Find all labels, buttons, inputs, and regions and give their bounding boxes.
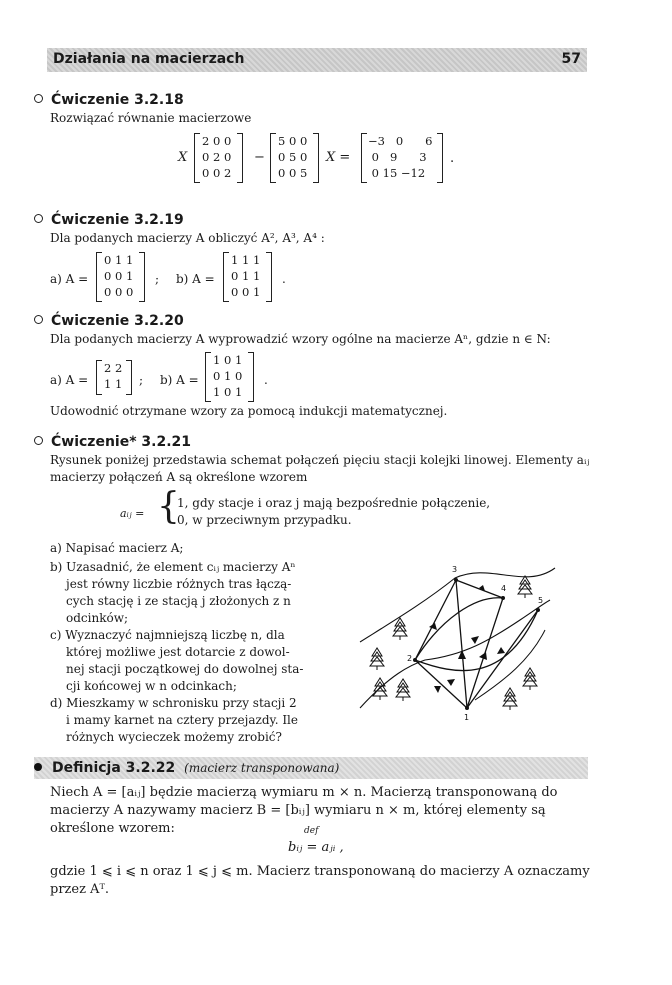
bracket-left xyxy=(96,360,102,395)
exercise-instruction: Dla podanych macierzy A obliczyć A², A³, A⁴ : xyxy=(50,231,325,245)
exercise-instruction: Rozwiązać równanie macierzowe xyxy=(50,111,252,125)
exercise-3-2-19-heading: Ćwiczenie 3.2.19 xyxy=(34,212,184,228)
matrix-row: 0 1 1 xyxy=(104,253,134,267)
tree-icon xyxy=(518,576,532,598)
page-header xyxy=(47,48,587,72)
tree-icon xyxy=(370,648,384,670)
brace: { xyxy=(157,486,180,527)
matrix-row: 1 1 xyxy=(104,377,123,391)
station-dot xyxy=(454,578,458,582)
matrix-row: 0 1 1 xyxy=(231,269,261,283)
arrow-icon xyxy=(434,686,441,693)
tree-icon xyxy=(373,678,387,700)
matrix-row: 0 5 0 xyxy=(278,150,308,164)
matrix-row: 0 0 2 xyxy=(202,166,232,180)
definition-text: gdzie 1 ⩽ i ⩽ n oraz 1 ⩽ j ⩽ m. Macierz transponowaną do macierzy A oznaczamy xyxy=(50,864,590,879)
list-item: d) Mieszkamy w schronisku przy stacji 2 xyxy=(50,696,297,710)
arrow-icon xyxy=(447,679,455,686)
station-dot xyxy=(465,706,469,710)
list-item: jest równy liczbie różnych tras łączą- xyxy=(66,577,292,591)
list-item: c) Wyznaczyć najmniejszą liczbę n, dla xyxy=(50,628,285,642)
textbook-page: Działania na macierzach 57 Ćwiczenie 3.2.18 Rozwiązać równanie macierzowe X 2 0 0 0 2 0 0 0 2 − 5 0 0 0 5 0 0 0 5 X = −3 0 6 0 9 3 0 15 −12 . Ćwiczenie 3.2.19 Dla podanych macierzy A obliczyć A², A³, A⁴ : a) A = 0 1 1 0 0 1 0 0 0 ; b) A = 1 1 1 0 1 1 0 0 1 . Ćwiczenie 3.2.20 Dla podanych macierzy A wyprowadzić wzory ogólne na macierze Aⁿ, gdzie n ∈ N: a) A = 2 2 1 1 ; b) A = 1 0 1 0 1 0 1 0 1 . Udowodnić otrzymane wzory za pomocą indukcji matematycznej. Ćwiczenie* 3.2.21 Rysunek poniżej przedstawia schemat połączeń pięciu stacji kolejki linowej. Elementy aᵢⱼ macierzy połączeń A są określone wzorem aᵢⱼ = { 1, gdy stacje i oraz j mają bezpośrednie połączenie, 0, w przeciwnym przypadku. a) Napisać macierz A; b) Uzasadnić, że element cᵢⱼ macierzy Aⁿ jest równy liczbie różnych tras łączą- cych stację i ze stacją j złożonych z n odcinków; c) Wyznaczyć najmniejszą liczbę n, dla której możliwe jest dotarcie z dowol- nej stacji początkowej do dowolnej sta- cji końcowej w n odcinkach; d) Mieszkamy w schronisku przy stacji 2 i mamy karnet na cztery przejazdy. Ile różnych wycieczek możemy zrobić? 3 4 5 2 1 Definicja 3.2.22 (macierz transponowana) Niech A = [aᵢⱼ] będzie macierzą wymiaru m × n. Macierzą transponowaną do macierzy A nazywamy macierz B = [bᵢⱼ] wymiaru n × m, której elementy są określone wzorem: def bᵢⱼ = aⱼᵢ , gdzie 1 ⩽ i ⩽ n oraz 1 ⩽ j ⩽ m. Macierz transponowaną do macierzy A oznaczamy przez Aᵀ. xyxy=(0,0,672,985)
arrow-icon xyxy=(458,650,466,659)
matrix-row: 0 1 0 xyxy=(213,369,243,383)
station-dot xyxy=(501,596,505,600)
definition-text: Niech A = [aᵢⱼ] będzie macierzą wymiaru m × n. Macierzą transponowaną do xyxy=(50,785,558,800)
station-dot xyxy=(413,658,417,662)
list-item: cji końcowej w n odcinkach; xyxy=(66,679,237,693)
exercise-intro: macierzy połączeń A są określone wzorem xyxy=(50,470,308,484)
matrix-row: 1 0 1 xyxy=(213,353,243,367)
list-item: cych stację i ze stacją j złożonych z n xyxy=(66,594,291,608)
station-dot xyxy=(536,608,540,612)
list-item: b) Uzasadnić, że element cᵢⱼ macierzy Aⁿ xyxy=(50,560,296,574)
tree-icon xyxy=(503,688,517,710)
definition-text: macierzy A nazywamy macierz B = [bᵢⱼ] wymiaru n × m, której elementy są xyxy=(50,803,546,818)
bracket-left xyxy=(205,352,211,402)
exercise-3-2-21-heading: Ćwiczenie* 3.2.21 xyxy=(34,434,191,450)
station-label: 1 xyxy=(464,713,470,722)
cable-car-diagram xyxy=(355,560,575,730)
exercise-intro: Rysunek poniżej przedstawia schemat połączeń pięciu stacji kolejki linowej. Elementy aᵢⱼ xyxy=(50,453,590,467)
circle-bullet-icon xyxy=(34,436,43,445)
list-item: i mamy karnet na cztery przejazdy. Ile xyxy=(66,713,298,727)
station-label: 5 xyxy=(538,596,544,605)
bracket-left xyxy=(194,133,200,183)
matrix-row: 0 9 3 xyxy=(368,150,427,164)
definition-3-2-22-heading: Definicja 3.2.22 (macierz transponowana) xyxy=(34,760,339,776)
matrix-row: 1 0 1 xyxy=(213,385,243,399)
matrix-row: 0 2 0 xyxy=(202,150,232,164)
matrix-row: 0 15 −12 xyxy=(368,166,426,180)
bracket-left xyxy=(361,133,367,183)
tree-icon xyxy=(396,679,410,701)
circle-bullet-icon xyxy=(34,214,43,223)
matrix-row: 0 0 0 xyxy=(104,285,134,299)
exercise-instruction: Dla podanych macierzy A wyprowadzić wzory ogólne na macierze Aⁿ, gdzie n ∈ N: xyxy=(50,332,551,346)
arrow-icon xyxy=(497,647,505,654)
matrix-row: 2 2 xyxy=(104,361,123,375)
matrix-row: 5 0 0 xyxy=(278,134,308,148)
bracket-left xyxy=(96,252,102,302)
bracket-right xyxy=(237,133,243,183)
matrix-row: 0 0 5 xyxy=(278,166,308,180)
definition-text: przez Aᵀ. xyxy=(50,882,110,897)
exercise-3-2-18-heading: Ćwiczenie 3.2.18 xyxy=(34,92,184,108)
chapter-title: Działania na macierzach xyxy=(53,51,245,67)
bracket-right xyxy=(126,360,132,395)
exercise-footer: Udowodnić otrzymane wzory za pomocą indukcji matematycznej. xyxy=(50,404,448,418)
bracket-right xyxy=(437,133,443,183)
definition-text: określone wzorem: xyxy=(50,821,175,836)
list-item: różnych wycieczek możemy zrobić? xyxy=(66,730,282,744)
arrow-icon xyxy=(471,636,479,644)
page-number: 57 xyxy=(561,51,581,67)
station-label: 2 xyxy=(407,654,413,663)
tree-icon xyxy=(393,618,407,640)
matrix-row: 0 0 1 xyxy=(231,285,261,299)
filled-bullet-icon xyxy=(34,763,42,771)
list-item: nej stacji początkowej do dowolnej sta- xyxy=(66,662,304,676)
station-label: 3 xyxy=(452,565,458,574)
bracket-right xyxy=(313,133,319,183)
circle-bullet-icon xyxy=(34,315,43,324)
matrix-row: 2 0 0 xyxy=(202,134,232,148)
bracket-left xyxy=(223,252,229,302)
exercise-3-2-20-heading: Ćwiczenie 3.2.20 xyxy=(34,313,184,329)
list-item: odcinków; xyxy=(66,611,129,625)
bracket-right xyxy=(266,252,272,302)
matrix-row: −3 0 6 xyxy=(368,134,433,148)
bracket-right xyxy=(139,252,145,302)
circle-bullet-icon xyxy=(34,94,43,103)
list-item: a) Napisać macierz A; xyxy=(50,541,184,555)
bracket-right xyxy=(248,352,254,402)
matrix-row: 0 0 1 xyxy=(104,269,134,283)
mountain-ridge xyxy=(360,600,550,708)
station-label: 4 xyxy=(501,584,507,593)
list-item: której możliwe jest dotarcie z dowol- xyxy=(66,645,290,659)
bracket-left xyxy=(270,133,276,183)
matrix-row: 1 1 1 xyxy=(231,253,261,267)
tree-icon xyxy=(523,668,537,690)
